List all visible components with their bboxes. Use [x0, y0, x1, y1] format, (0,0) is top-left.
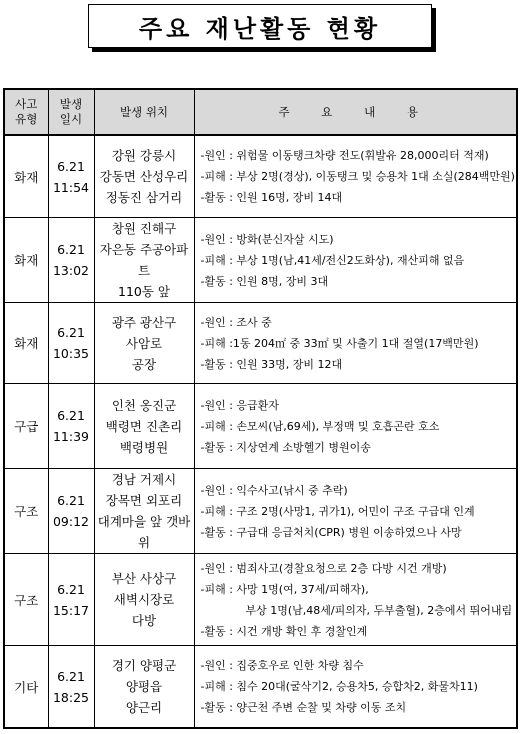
detail-line: -피해 : 손모씨(남,69세), 부정맥 및 호흡곤란 호소 [200, 419, 440, 433]
incident-time: 11:54 [52, 179, 90, 195]
detail-line: -활동 : 구급대 응급처치(CPR) 병원 이송하였으나 사망 [200, 525, 462, 539]
table-row [4, 135, 517, 218]
incident-date: 6.21 [57, 493, 85, 508]
detail-line: -활동 : 인원 16명, 장비 14대 [200, 191, 343, 204]
incident-datetime [48, 303, 94, 384]
incident-location [94, 135, 194, 218]
incident-location [94, 384, 194, 469]
detail-line: -원인 : 익수사고(낚시 중 추락) [200, 483, 348, 497]
table-row [4, 646, 517, 729]
location-line: 인천 옹진군 [111, 397, 177, 413]
incident-location [94, 554, 194, 646]
incident-time: 18:25 [52, 689, 90, 705]
incident-datetime [48, 218, 94, 303]
detail-line: -원인 : 위험물 이동탱크차량 전도(휘발유 28,000리터 적재) [200, 149, 489, 162]
detail-line: 부상 1명(남,48세/피의자, 두부출혈), 2층에서 뛰어내림 [245, 603, 513, 617]
detail-line: -원인 : 방화(분신자살 시도) [200, 232, 334, 246]
incident-time: 11:39 [52, 429, 90, 444]
location-line: 공장 [131, 356, 157, 372]
disaster-table [3, 88, 518, 729]
detail-line: -피해 :1동 204㎡ 중 33㎡ 및 사출기 1대 절열(17백만원) [200, 336, 479, 350]
table-row [4, 218, 517, 303]
location-line: 강원 강릉시 [111, 148, 177, 163]
incident-details [194, 646, 517, 729]
table-row [4, 384, 517, 469]
detail-line: -활동 : 인원 8명, 장비 3대 [200, 274, 329, 288]
incident-location [94, 646, 194, 729]
incident-type: 구급 [4, 384, 48, 469]
location-line: 경남 거제시 [111, 472, 177, 487]
detail-line: -피해 : 구조 2명(사망1, 귀가1), 어민이 구조 구급대 인계 [200, 504, 475, 518]
detail-line: -원인 : 조사 중 [200, 315, 272, 329]
incident-details [194, 469, 517, 554]
incident-location [94, 303, 194, 384]
incident-details [194, 384, 517, 469]
location-line: 양평읍 [125, 679, 163, 694]
incident-time: 09:12 [52, 514, 90, 529]
incident-details [194, 554, 517, 646]
location-line: 사암로 [125, 335, 163, 351]
detail-line: -활동 : 양근천 주변 순찰 및 차량 이동 조치 [200, 701, 407, 714]
header-location: 발생 위치 [94, 89, 194, 135]
incident-datetime [48, 135, 94, 218]
location-line: 110동 앞 [118, 284, 170, 299]
detail-line: -활동 : 시건 개방 확인 후 경찰인계 [200, 624, 368, 638]
page-title: 주요 재난활동 현황 [138, 14, 382, 43]
incident-datetime [48, 469, 94, 554]
title-box [88, 4, 432, 48]
incident-type: 구조 [4, 469, 48, 554]
detail-line: -원인 : 집중호우로 인한 차량 침수 [200, 659, 364, 672]
incident-details [194, 218, 517, 303]
location-line: 강동면 산성우리 [99, 169, 189, 184]
incident-details [194, 135, 517, 218]
detail-line: -피해 : 부상 1명(남,41세/전신2도화상), 재산피해 없음 [200, 253, 465, 267]
detail-line: -피해 : 사망 1명(여, 37세/피해자), [200, 582, 369, 596]
incident-type: 화재 [4, 218, 48, 303]
location-line: 새벽시장로 [113, 592, 175, 607]
header-type: 사고 유형 [4, 89, 48, 135]
incident-type: 구조 [4, 554, 48, 646]
location-line: 창원 진해구 [111, 221, 177, 236]
incident-time: 13:02 [52, 263, 90, 278]
header-datetime: 발생 일시 [48, 89, 94, 135]
header-content: 주 요 내 용 [194, 89, 517, 135]
incident-type: 화재 [4, 303, 48, 384]
detail-line: -활동 : 인원 33명, 장비 12대 [200, 357, 343, 371]
incident-location [94, 469, 194, 554]
location-line: 정동진 삼거리 [105, 190, 183, 205]
incident-time: 15:17 [52, 602, 90, 618]
incident-details [194, 303, 517, 384]
incident-datetime [48, 554, 94, 646]
location-line: 다방 [131, 613, 157, 628]
incident-date: 6.21 [57, 158, 85, 174]
incident-location [94, 218, 194, 303]
incident-date: 6.21 [57, 242, 85, 257]
incident-type: 기타 [4, 646, 48, 729]
detail-line: -원인 : 응급환자 [200, 398, 279, 412]
detail-line: -피해 : 침수 20대(굴삭기2, 승용차5, 승합차2, 화물차11) [200, 680, 478, 693]
header-row [4, 89, 517, 135]
incident-type: 화재 [4, 135, 48, 218]
location-line: 장목면 외포리 [105, 493, 183, 508]
incident-date: 6.21 [57, 668, 85, 684]
location-line: 백령병원 [119, 439, 169, 455]
incident-date: 6.21 [57, 581, 85, 597]
table-row [4, 469, 517, 554]
incident-date: 6.21 [57, 408, 85, 423]
location-line: 부산 사상구 [111, 571, 177, 586]
incident-date: 6.21 [57, 325, 85, 340]
detail-line: -활동 : 지상연계 소방헬기 병원이송 [200, 440, 371, 454]
location-line: 경기 양평군 [111, 658, 177, 673]
location-line: 백령면 진촌리 [105, 418, 183, 434]
detail-line: -피해 : 부상 2명(경상), 이동탱크 및 승용차 1대 소실(284백만원) [200, 170, 515, 183]
location-line: 양근리 [125, 700, 163, 715]
detail-line: -원인 : 범죄사고(경찰요청으로 2층 다방 시건 개방) [200, 561, 447, 575]
incident-datetime [48, 646, 94, 729]
table-row [4, 303, 517, 384]
location-line: 대계마을 앞 갯바위 [97, 514, 191, 550]
location-line: 광주 광산구 [111, 314, 177, 330]
location-line: 자은동 주공아파트 [99, 242, 189, 278]
incident-time: 10:35 [52, 346, 90, 361]
incident-datetime [48, 384, 94, 469]
table-row [4, 554, 517, 646]
